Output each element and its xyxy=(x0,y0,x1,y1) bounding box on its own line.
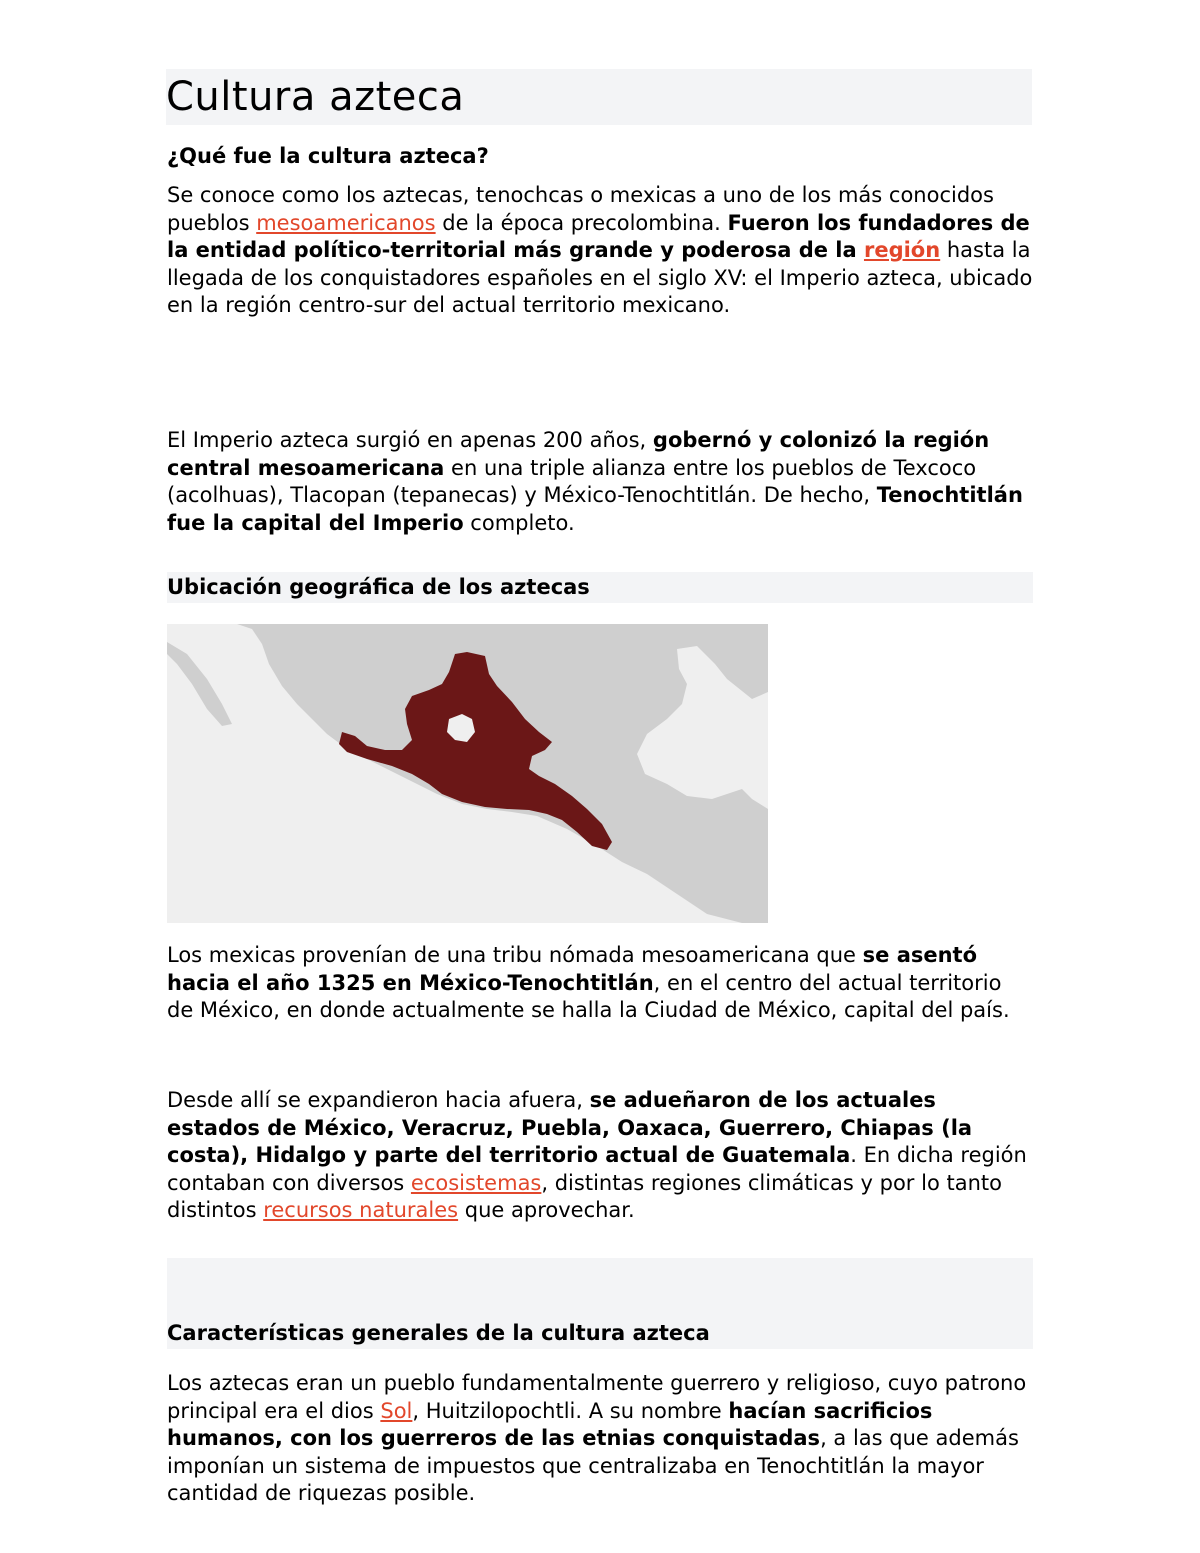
bold-run: se asentó hacia el año 1325 en México-Tenochtitlán xyxy=(167,943,978,995)
bold-run: gobernó y colonizó la región central mesoamericana xyxy=(167,428,990,480)
link-recursos-naturales[interactable]: recursos naturales xyxy=(263,1198,459,1223)
text-run: Se conoce como los aztecas, tenochcas o mexicas a uno de los más conocidos pueblos xyxy=(167,183,994,235)
bold-run: Fueron los fundadores de la entidad político-territorial más grande y poderosa de la xyxy=(167,210,1030,263)
text-run: . En dicha región contaban con diversos xyxy=(167,1143,1027,1195)
section-band-location xyxy=(167,572,1033,603)
paragraph-expansion xyxy=(167,1087,1033,1225)
text-run: en una triple alianza entre los pueblos de Texcoco (acolhuas), Tlacopan (tepanecas) y México-Tenochtitlán. De hecho, xyxy=(167,455,977,508)
link-region[interactable] xyxy=(864,238,940,262)
title-band xyxy=(166,69,1032,125)
text-run: , Huitzilopochtli. A su nombre xyxy=(412,1398,729,1423)
bold-run: se adueñaron de los actuales estados de México, Veracruz, Puebla, Oaxaca, Guerrero, Chiapas (la costa), Hidalgo y parte del territorio actual de Guatemala xyxy=(167,1088,973,1168)
link-sol[interactable]: Sol xyxy=(380,1398,413,1423)
map-svg xyxy=(167,624,768,923)
section-band-characteristics xyxy=(167,1258,1033,1349)
map-aztec-empire xyxy=(167,624,768,923)
paragraph-empire xyxy=(167,427,1033,537)
paragraph-characteristics xyxy=(167,1370,1033,1508)
text-run: Los mexicas provenían de una tribu nómada mesoamericana que xyxy=(167,943,863,967)
text-run: que aprovechar. xyxy=(458,1198,635,1223)
link-mesoamericanos[interactable]: mesoamericanos xyxy=(256,210,436,235)
text-run: de la época precolombina. xyxy=(435,210,728,235)
section-title-location: Ubicación geográfica de los aztecas xyxy=(167,575,590,599)
paragraph-origins xyxy=(167,942,1033,1025)
paragraph-intro xyxy=(167,182,1033,320)
text-run: El Imperio azteca surgió en apenas 200 años, xyxy=(167,428,653,452)
link-region-label: región xyxy=(863,238,941,263)
bold-run: hacían sacrificios humanos, con los guerreros de las etnias conquistadas xyxy=(167,1398,933,1451)
page-subtitle: ¿Qué fue la cultura azteca? xyxy=(167,144,489,168)
text-run: Desde allí se expandieron hacia afuera, xyxy=(167,1088,590,1112)
text-run: hasta la llegada de los conquistadores españoles en el siglo XV: el Imperio azteca, ubicado en la región centro-sur del actual territorio mexicano. xyxy=(167,238,1033,318)
text-run: , a las que además imponían un sistema de impuestos que centralizaba en Tenochtitlán la mayor cantidad de riquezas posible. xyxy=(167,1426,1019,1506)
link-ecosistemas[interactable]: ecosistemas xyxy=(410,1170,542,1195)
section-title-characteristics: Características generales de la cultura azteca xyxy=(167,1321,710,1345)
page-title: Cultura azteca xyxy=(166,74,465,120)
text-run: , distintas regiones climáticas y por lo tanto distintos xyxy=(167,1170,1002,1223)
text-run: Los aztecas eran un pueblo fundamentalmente guerrero y religioso, cuyo patrono principal era el dios xyxy=(167,1371,1027,1423)
text-run: , en el centro del actual territorio de México, en donde actualmente se halla la Ciudad de México, capital del país. xyxy=(167,970,1010,1023)
text-run: completo. xyxy=(463,510,575,535)
bold-run: Tenochtitlán fue la capital del Imperio xyxy=(167,483,1023,535)
